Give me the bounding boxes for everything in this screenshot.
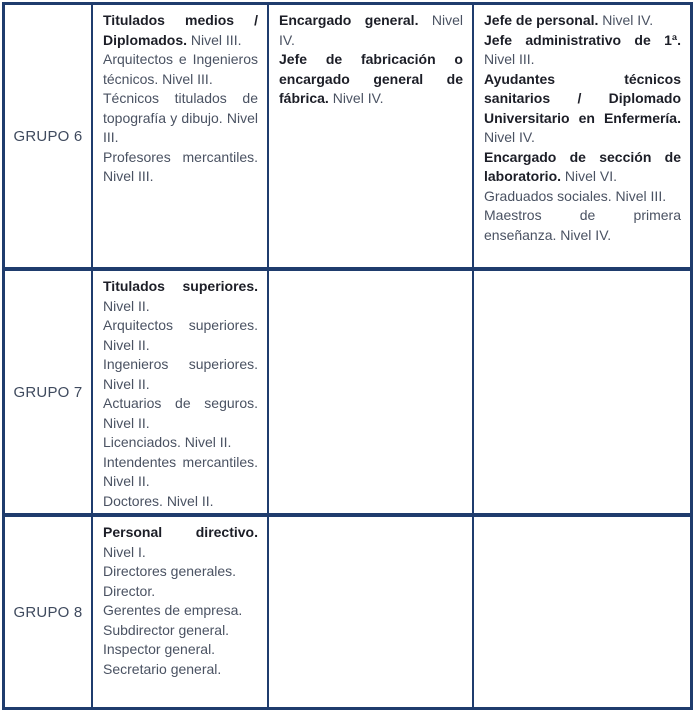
entry-level: Nivel III. — [103, 168, 154, 184]
entry-title: Intendentes mercantiles. — [103, 453, 258, 470]
entry — [103, 582, 258, 602]
entry-title: Jefe administrativo de 1ª. — [484, 31, 681, 48]
group-label: GRUPO 8 — [13, 603, 83, 621]
entry — [484, 70, 681, 148]
entry-level: Nivel II. — [103, 473, 150, 489]
entry — [279, 11, 463, 50]
entry — [103, 277, 258, 316]
entry — [103, 148, 258, 187]
entry-title: Gerentes de empresa. — [103, 602, 243, 618]
entry — [484, 11, 681, 31]
entry-level: Nivel III. — [615, 187, 667, 204]
entry — [484, 31, 681, 70]
entry-level: Nivel IV. — [332, 90, 384, 106]
text-cell — [267, 271, 472, 513]
entry-level: Nivel VI. — [564, 168, 618, 184]
group-cell — [5, 517, 91, 707]
table-row — [5, 267, 690, 513]
entry-title: Secretario general. — [103, 660, 222, 677]
entry-level: Nivel II. — [103, 375, 150, 392]
entry-title: Técnicos titulados de topografía y dibujo. — [103, 90, 258, 126]
entry-title: Directores generales. — [103, 563, 237, 579]
entry — [103, 11, 258, 50]
entry-title: Personal directivo. — [103, 524, 258, 540]
entry-level: Nivel I. — [103, 543, 146, 560]
entry — [484, 206, 681, 245]
entry-title: Subdirector general. — [103, 621, 230, 638]
entry-level: Nivel II. — [166, 492, 214, 509]
entry-level: Nivel IV. — [602, 12, 654, 28]
entry-title: Director. — [103, 582, 156, 599]
entry — [103, 316, 258, 355]
text-cell — [91, 517, 267, 707]
entry-title: Graduados sociales. — [484, 187, 612, 204]
entry-title: Encargado de sección de laboratorio. — [484, 148, 681, 184]
entry-level: Nivel III. — [484, 51, 535, 67]
entry-level: Nivel IV. — [560, 226, 612, 243]
groups-table — [2, 2, 693, 710]
entry — [103, 562, 258, 582]
group-label: GRUPO 7 — [13, 383, 83, 401]
text-cell — [472, 517, 690, 707]
entry-level: Nivel III. — [103, 109, 258, 145]
text-cell — [267, 5, 472, 267]
text-cell — [267, 517, 472, 707]
text-cell — [472, 271, 690, 513]
entry — [103, 433, 258, 453]
entry-title: Licenciados. — [103, 434, 181, 450]
entry-title: Jefe de personal. — [484, 12, 599, 28]
entry-title: Titulados superiores. — [103, 278, 258, 294]
text-cell — [472, 5, 690, 267]
entry-level: Nivel III. — [162, 70, 213, 87]
entry-title: Arquitectos e Ingenieros técnicos. — [103, 51, 258, 87]
entry-title: Jefe de fabricación o encargado general de fábrica. — [279, 51, 463, 106]
entry-title: Arquitectos superiores. — [103, 317, 258, 333]
entry-level: Nivel III. — [190, 31, 242, 48]
entry — [103, 621, 258, 641]
entry — [279, 50, 463, 109]
entry-title: Inspector general. — [103, 641, 216, 657]
entry-level: Nivel IV. — [484, 129, 535, 145]
text-cell — [91, 5, 267, 267]
entry — [103, 50, 258, 89]
entry-level: Nivel II. — [103, 297, 150, 314]
entry — [103, 355, 258, 394]
entry — [103, 394, 258, 433]
entry — [103, 523, 258, 562]
entry-level: Nivel II. — [103, 336, 150, 353]
table-row — [5, 5, 690, 267]
entry-level: Nivel IV. — [279, 12, 464, 48]
entry-title: Actuarios de seguros. — [103, 395, 258, 411]
entry-title: Encargado general. — [279, 12, 419, 28]
entry — [103, 640, 258, 660]
entry-title: Titulados medios / Diplomados. — [103, 12, 258, 48]
text-cell — [91, 271, 267, 513]
entry — [103, 660, 258, 680]
entry-title: Profesores mercantiles. — [103, 148, 258, 165]
entry — [103, 453, 258, 492]
entry-title: Ayudantes técnicos sanitarios / Diplomado Universitario en Enfermería. — [484, 70, 681, 126]
entry-level: Nivel II. — [103, 414, 150, 431]
entry — [484, 187, 681, 207]
group-cell — [5, 5, 91, 267]
entry — [103, 601, 258, 621]
table-row — [5, 513, 690, 707]
entry-title: Maestros de primera enseñanza. — [484, 207, 681, 243]
entry — [103, 492, 258, 512]
group-cell — [5, 271, 91, 513]
entry-title: Doctores. — [103, 492, 163, 509]
entry-title: Ingenieros superiores. — [103, 356, 258, 372]
group-label: GRUPO 6 — [13, 127, 83, 145]
entry-level: Nivel II. — [184, 434, 232, 450]
entry — [103, 89, 258, 148]
entry — [484, 148, 681, 187]
